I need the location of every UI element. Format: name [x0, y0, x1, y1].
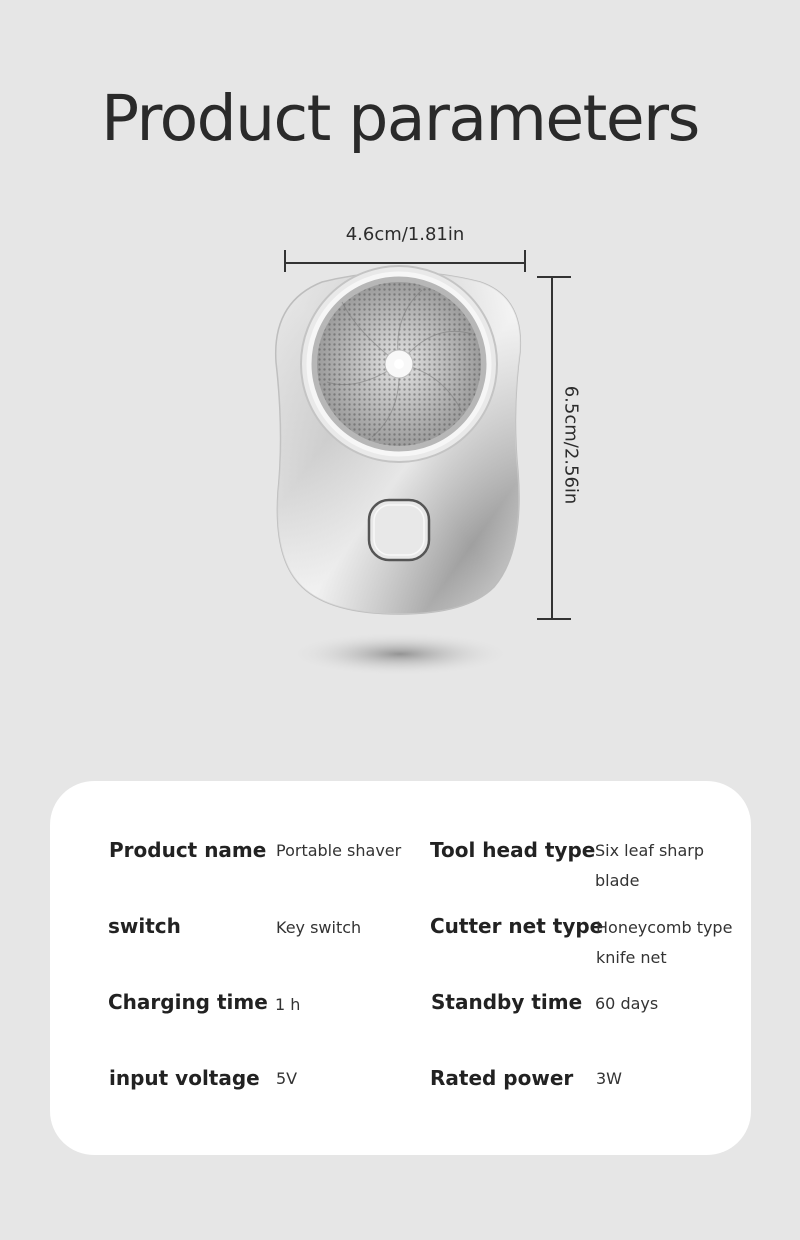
- height-dimension-tick-top: [537, 276, 571, 278]
- height-dimension-label: 6.5cm/2.56in: [560, 385, 582, 505]
- height-dimension-tick-bottom: [537, 618, 571, 620]
- width-dimension-label: 4.6cm/1.81in: [345, 224, 465, 245]
- value-rated-power: 3W: [596, 1069, 622, 1088]
- label-rated-power: Rated power: [430, 1066, 574, 1090]
- label-input-voltage: input voltage: [109, 1066, 260, 1090]
- height-dimension-line: [551, 277, 553, 619]
- label-charging-time: Charging time: [108, 990, 268, 1014]
- label-tool-head-type: Tool head type: [430, 838, 596, 862]
- label-switch: switch: [108, 914, 181, 938]
- value-charging-time: 1 h: [275, 995, 301, 1014]
- value-switch: Key switch: [276, 918, 362, 937]
- shadow: [288, 632, 512, 676]
- label-standby-time: Standby time: [431, 990, 583, 1014]
- value-standby-time: 60 days: [595, 994, 659, 1013]
- power-button: [369, 500, 429, 560]
- shaver-image: [262, 262, 542, 682]
- value-tool-head-type: Six leaf sharp blade: [595, 841, 704, 890]
- parameters-card: [50, 781, 751, 1155]
- value-cutter-net-type: Honeycomb type knife net: [596, 918, 733, 967]
- label-product-name: Product name: [109, 838, 267, 862]
- value-product-name: Portable shaver: [276, 841, 402, 860]
- value-input-voltage: 5V: [276, 1069, 298, 1088]
- label-cutter-net-type: Cutter net type: [430, 914, 604, 938]
- page-title: Product parameters: [101, 82, 699, 155]
